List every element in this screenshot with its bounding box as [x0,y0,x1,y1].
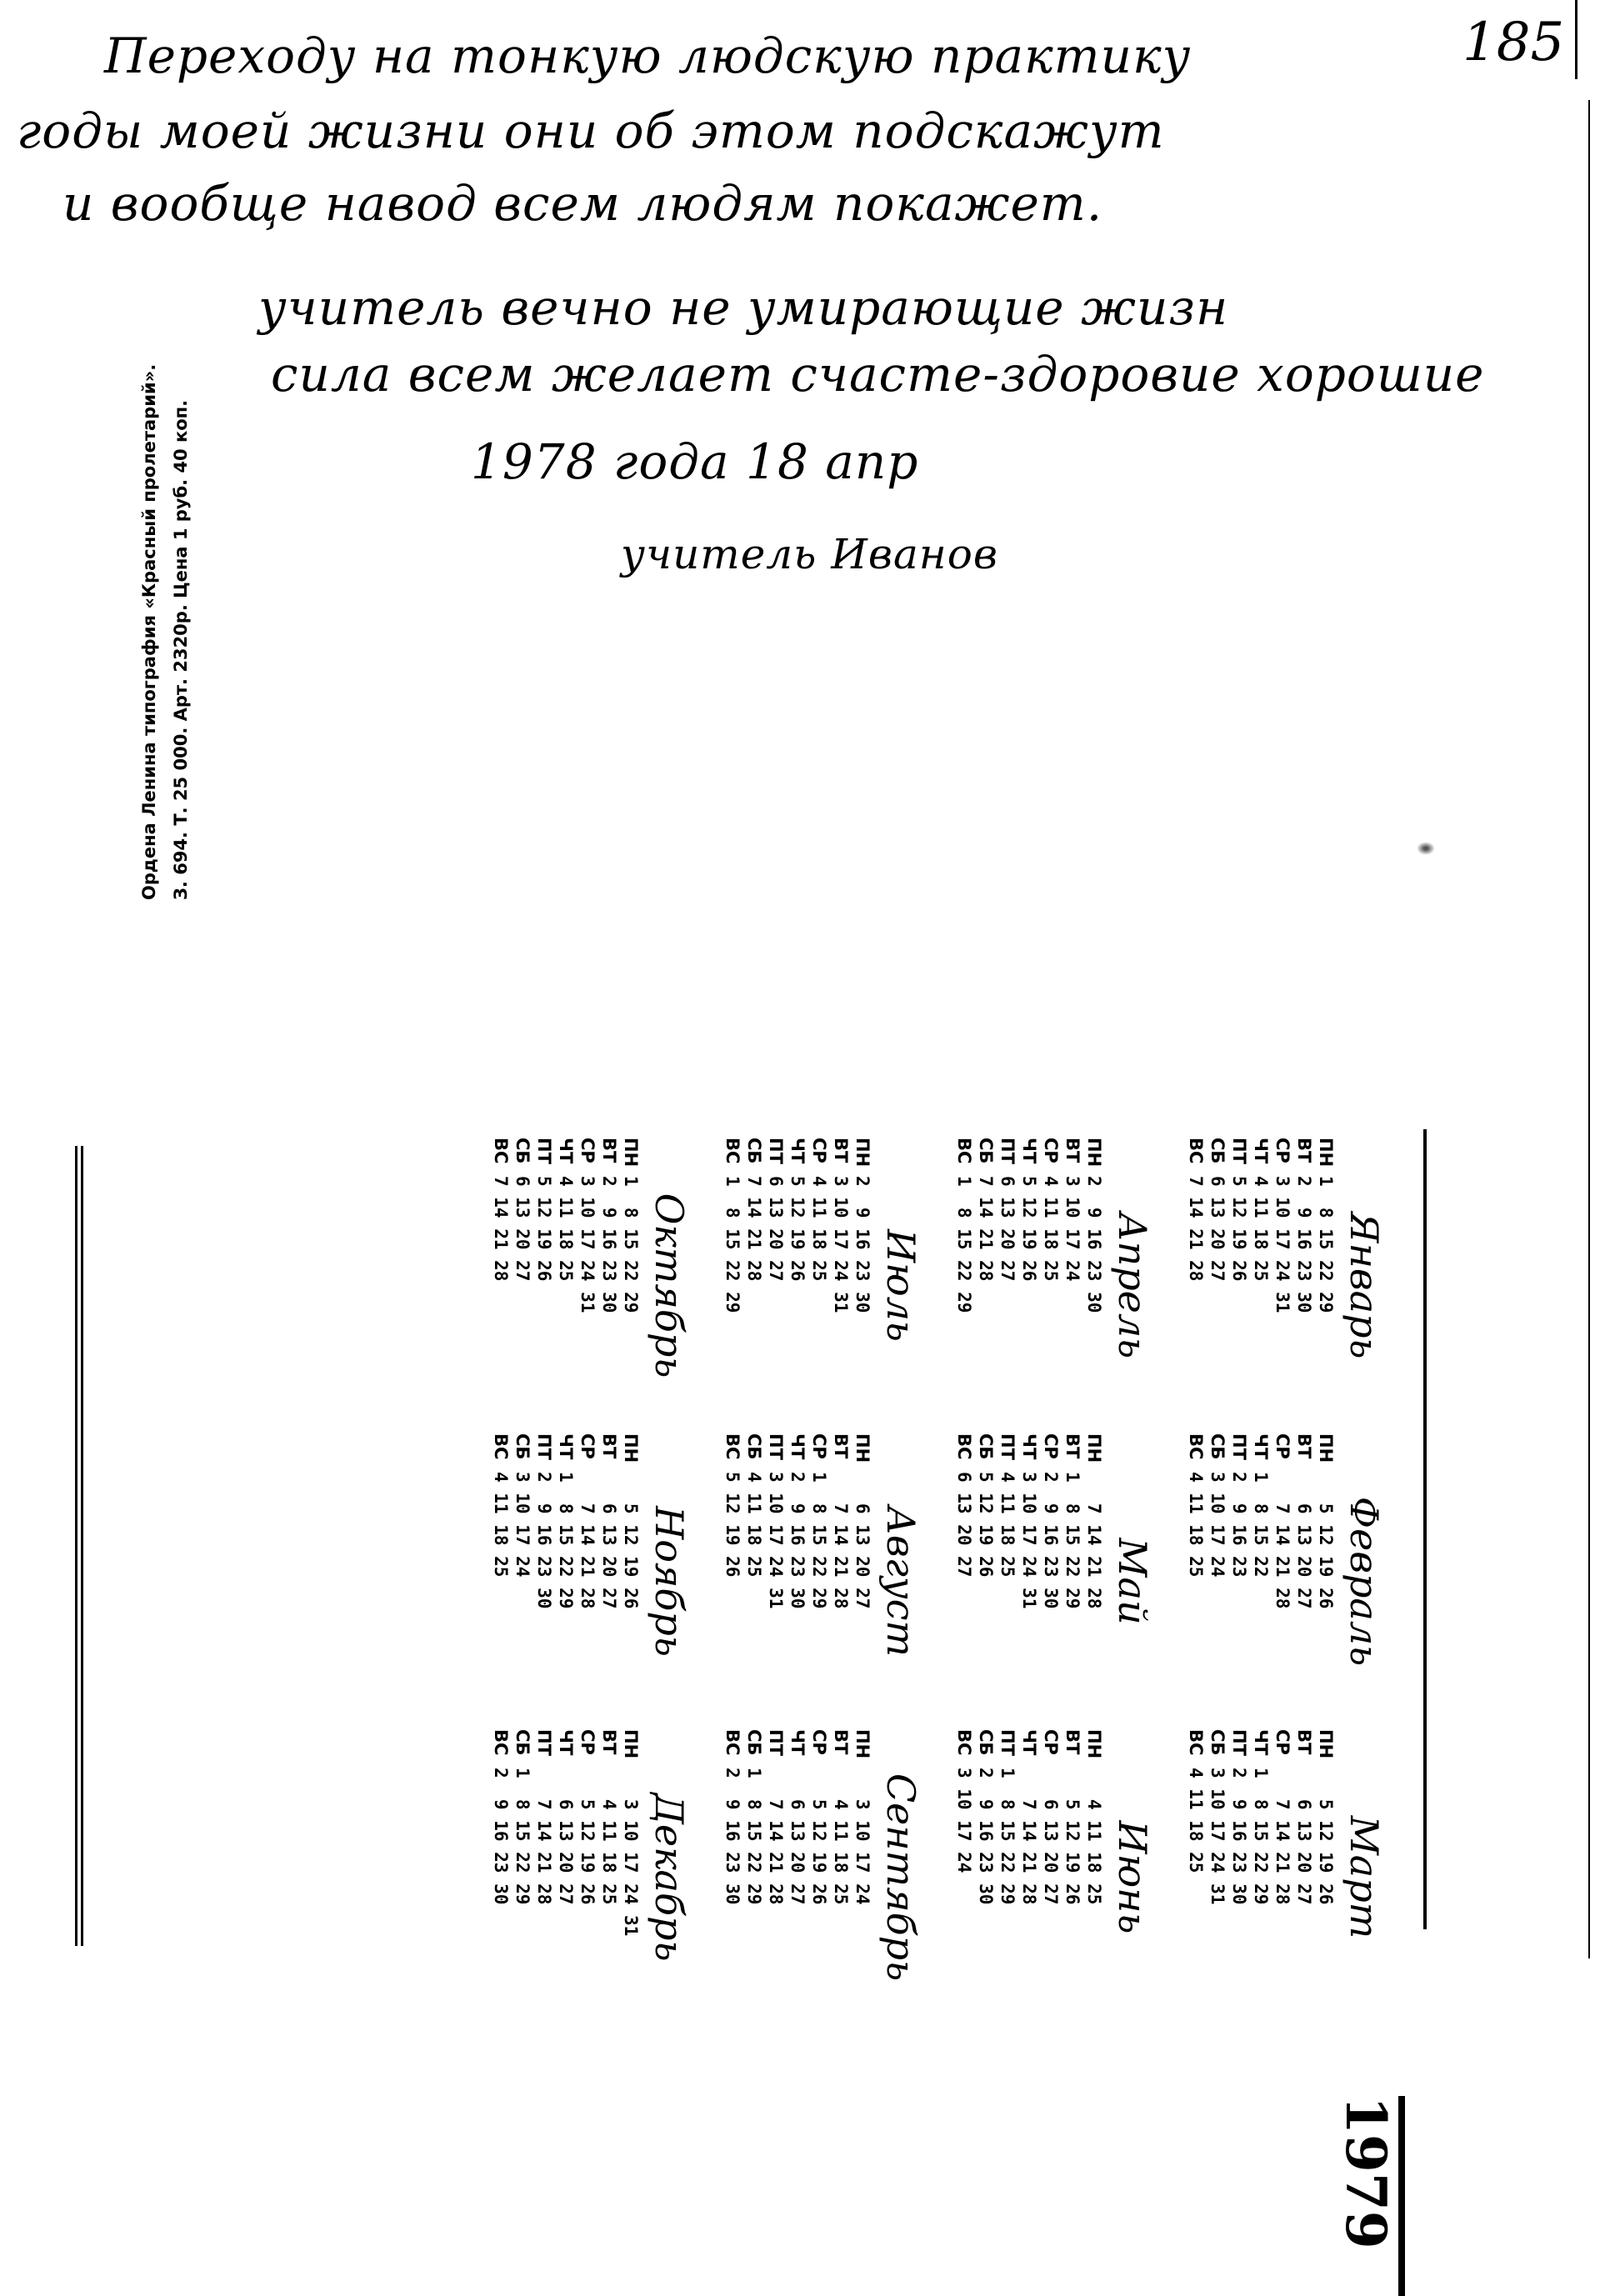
weekday-row [555,1729,577,2025]
weekday-row [1315,1433,1337,1729]
month-name: Октябрь [647,1193,692,1378]
weekday-label: ПТ [534,1138,554,1164]
weekday-label: СБ [744,1433,764,1460]
day-numbers: 5 12 19 26 [534,1176,554,1282]
day-numbers: 3 10 17 24 31 [766,1472,786,1609]
weekday-label: СБ [976,1729,996,1756]
day-numbers: 4 11 18 25 [998,1472,1018,1578]
weekday-label: СБ [1208,1138,1228,1164]
day-numbers: 7 14 21 28 [491,1176,511,1282]
weekday-label: ПТ [766,1729,786,1756]
weekday-label: ВС [1186,1138,1206,1164]
weekday-label: СР [578,1433,598,1459]
weekday-label: ПН [621,1433,641,1463]
calendar-month [953,1138,1160,1433]
weekday-label: ВТ [599,1433,619,1459]
weekday-row [975,1433,997,1729]
day-numbers: 3 10 17 24 31 [578,1176,598,1313]
handwritten-line-2: годы моей жизни они об этом подскажут [17,103,1165,159]
weekday-row [620,1729,642,2025]
weekday-label: ЧТ [1019,1729,1039,1756]
day-numbers: 5 12 19 26 [578,1768,598,1905]
calendar-month [722,1138,928,1433]
weekday-label: СР [1272,1433,1292,1459]
weekday-row [490,1729,512,2025]
day-numbers: 7 14 21 28 [578,1472,598,1609]
weekday-row [533,1729,555,2025]
weekday-label: ВТ [599,1729,619,1755]
weekday-row [1228,1433,1250,1729]
month-name: Декабрь [647,1793,692,1962]
weekday-label: ВТ [831,1729,851,1755]
weekday-label: ПТ [1229,1729,1249,1756]
weekday-row [722,1433,743,1729]
weekday-row [1018,1433,1040,1729]
day-numbers: 4 11 18 25 [1251,1176,1271,1282]
day-numbers: 3 10 17 24 31 [1272,1176,1292,1313]
weekday-row [830,1138,852,1433]
weekday-label: СР [1272,1729,1292,1755]
calendar-grid [490,1138,1392,2025]
weekday-row [620,1138,642,1433]
calendar [200,1138,1408,2249]
day-numbers: 5 12 19 26 [1229,1176,1249,1282]
day-numbers: 1 8 15 22 29 [998,1768,1018,1905]
weekday-row [1062,1729,1083,2025]
weekday-row [490,1433,512,1729]
weekday-row [1185,1433,1207,1729]
day-numbers: 2 9 16 23 30 [1294,1176,1314,1313]
day-numbers: 2 9 16 23 30 [852,1176,872,1313]
weekday-label: ПН [1316,1433,1336,1463]
handwritten-line-4: учитель вечно не умирающие жизн [258,279,1229,336]
day-numbers: 1 8 15 22 29 [1316,1176,1336,1313]
month-name: Ноябрь [647,1506,692,1657]
weekday-row [577,1729,598,2025]
day-numbers: 3 10 17 24 [954,1768,974,1873]
weekday-label: ЧТ [1251,1138,1271,1164]
weekday-label: ВТ [1294,1138,1314,1163]
weekday-label: ПН [1316,1729,1336,1759]
day-numbers: 2 9 16 23 30 [722,1768,742,1905]
weekday-label: ЧТ [556,1433,576,1460]
weekday-row [490,1138,512,1433]
day-numbers: 7 14 21 28 [1272,1768,1292,1905]
weekday-row [743,1138,765,1433]
weekday-label: ПН [621,1138,641,1168]
weekday-row [1040,1433,1062,1729]
day-numbers: 4 11 18 25 [1186,1472,1206,1578]
weekday-label: ВТ [1294,1729,1314,1755]
calendar-month [1185,1729,1392,2025]
weekday-label: ПН [852,1433,872,1463]
day-numbers: 3 10 17 24 [852,1768,872,1905]
weekday-row [1018,1729,1040,2025]
weekday-label: ПН [621,1729,641,1759]
weekday-label: ПТ [1229,1138,1249,1164]
weekday-label: СР [809,1433,829,1459]
day-numbers: 3 10 17 24 31 [621,1768,641,1937]
day-numbers: 4 11 18 25 [599,1768,619,1905]
day-numbers: 2 9 16 23 30 [788,1472,808,1609]
weekday-row [765,1138,787,1433]
weekday-row [555,1433,577,1729]
month-name: Май [1110,1538,1155,1625]
day-numbers: 5 12 19 26 [788,1176,808,1282]
weekday-row [512,1138,533,1433]
weekday-label: СБ [1208,1433,1228,1460]
day-numbers: 3 10 17 24 31 [1208,1768,1228,1905]
day-numbers: 2 9 16 23 30 [534,1472,554,1609]
calendar-month [1185,1138,1392,1433]
weekday-label: ПТ [998,1138,1018,1164]
day-numbers: 7 14 21 28 [1186,1176,1206,1282]
weekday-row [1250,1433,1272,1729]
day-numbers: 7 14 21 28 [1272,1472,1292,1609]
weekday-row [787,1138,808,1433]
day-numbers: 6 13 20 27 [766,1176,786,1282]
weekday-row [620,1433,642,1729]
day-numbers: 2 9 16 23 30 [599,1176,619,1313]
weekday-row [1293,1138,1315,1433]
weekday-label: СБ [1208,1729,1228,1756]
day-numbers: 6 13 20 27 [599,1472,619,1609]
weekday-row [555,1138,577,1433]
imprint-line-2: З. 694. Т. 25 000. Арт. 2320р. Цена 1 руб. 40 коп. [171,399,191,900]
day-numbers: 3 10 17 24 [1062,1176,1082,1282]
day-numbers: 1 8 15 22 29 [1251,1768,1271,1905]
day-numbers: 6 13 20 27 [556,1768,576,1905]
calendar-month [722,1729,928,2025]
day-numbers: 5 12 19 26 [722,1472,742,1578]
day-numbers: 5 12 19 26 [1062,1768,1082,1905]
weekday-label: ЧТ [1251,1729,1271,1756]
day-numbers: 7 14 21 28 [976,1176,996,1282]
page-margin-line [1588,100,1590,1958]
weekday-label: ВС [954,1729,974,1756]
weekday-row [975,1729,997,2025]
weekday-label: ЧТ [1019,1138,1039,1164]
weekday-label: ВТ [831,1433,851,1459]
weekday-row [1083,1138,1105,1433]
weekday-label: СР [809,1138,829,1163]
weekday-label: ВТ [1062,1433,1082,1459]
weekday-row [743,1433,765,1729]
weekday-label: ВТ [1294,1433,1314,1459]
calendar-year: 1979 [1333,2096,1398,2249]
day-numbers: 3 10 17 24 [512,1472,532,1578]
weekday-row [1207,1433,1228,1729]
weekday-row [1083,1729,1105,2025]
weekday-label: ПТ [998,1729,1018,1756]
day-numbers: 6 13 20 27 [1208,1176,1228,1282]
weekday-label: ЧТ [1251,1433,1271,1460]
calendar-year-bar [1398,2096,1405,2296]
day-numbers: 1 8 15 22 29 [621,1176,641,1313]
day-numbers: 6 13 20 27 [788,1768,808,1905]
day-numbers: 1 8 15 22 29 [556,1472,576,1609]
weekday-label: СР [1041,1729,1061,1755]
weekday-row [830,1729,852,2025]
weekday-label: СБ [744,1729,764,1756]
weekday-row [1272,1138,1293,1433]
day-numbers: 4 11 18 25 [744,1472,764,1578]
weekday-row [975,1138,997,1433]
weekday-label: СР [1272,1138,1292,1163]
weekday-row [512,1433,533,1729]
weekday-label: СР [578,1138,598,1163]
day-numbers: 4 11 18 25 [1041,1176,1061,1282]
weekday-label: ВС [491,1433,511,1460]
weekday-row [852,1138,873,1433]
calendar-month [953,1729,1160,2025]
day-numbers: 7 14 21 28 [1084,1472,1104,1609]
weekday-label: ЧТ [556,1729,576,1756]
corner-mark [1575,0,1578,79]
day-numbers: 5 12 19 26 [976,1472,996,1578]
weekday-label: ВС [954,1433,974,1460]
weekday-label: ПТ [998,1433,1018,1460]
day-numbers: 3 10 17 24 31 [1019,1472,1039,1609]
printer-imprint [133,292,208,900]
weekday-row [1250,1138,1272,1433]
weekday-row [787,1729,808,2025]
weekday-row [1315,1729,1337,2025]
weekday-row [722,1729,743,2025]
weekday-label: ПТ [534,1729,554,1756]
weekday-label: ВС [722,1138,742,1164]
weekday-label: ПТ [766,1433,786,1460]
month-name: Март [1342,1815,1387,1939]
day-numbers: 7 14 21 28 [766,1768,786,1905]
weekday-row [852,1433,873,1729]
weekday-row [765,1729,787,2025]
day-numbers: 5 12 19 26 [1316,1472,1336,1609]
weekday-label: СБ [976,1433,996,1460]
day-numbers: 2 9 16 23 30 [1084,1176,1104,1313]
weekday-row [1207,1138,1228,1433]
day-numbers: 4 11 18 25 [491,1472,511,1578]
day-numbers: 5 12 19 26 [1019,1176,1039,1282]
weekday-label: ПН [1084,1138,1104,1168]
weekday-row [953,1138,975,1433]
ink-smudge [1417,842,1435,855]
weekday-label: ПН [1316,1138,1336,1168]
weekday-row [1083,1433,1105,1729]
weekday-row [1228,1729,1250,2025]
day-numbers: 6 13 20 27 [512,1176,532,1282]
weekday-label: ПТ [534,1433,554,1460]
day-numbers: 1 8 15 22 [1251,1472,1271,1578]
month-name: Февраль [1342,1496,1387,1667]
month-name: Сентябрь [878,1773,923,1982]
weekday-row [1185,1729,1207,2025]
weekday-label: СБ [512,1138,532,1164]
calendar-month [953,1433,1160,1729]
weekday-label: ВС [954,1138,974,1164]
weekday-row [787,1433,808,1729]
weekday-label: ЧТ [1019,1433,1039,1460]
weekday-label: СБ [744,1138,764,1164]
weekday-label: ВТ [599,1138,619,1163]
weekday-row [1293,1729,1315,2025]
day-numbers: 6 13 20 27 [1041,1768,1061,1905]
weekday-label: ВС [491,1729,511,1756]
weekday-label: ВС [1186,1729,1206,1756]
weekday-label: ЧТ [788,1433,808,1460]
weekday-label: СБ [512,1729,532,1756]
weekday-label: ПТ [1229,1433,1249,1460]
calendar-right-rule [1423,1129,1427,1929]
weekday-label: ПТ [766,1138,786,1164]
weekday-row [722,1138,743,1433]
day-numbers: 1 8 15 22 29 [954,1176,974,1313]
weekday-label: ВТ [1062,1138,1082,1163]
weekday-row [808,1138,830,1433]
handwritten-line-5: сила всем желает счасте-здоровие хорошие [271,346,1485,403]
weekday-row [598,1138,620,1433]
weekday-row [997,1138,1018,1433]
imprint-line-1: Ордена Ленина типография «Красный пролетарий». [139,363,159,900]
weekday-row [953,1433,975,1729]
day-numbers: 3 10 17 24 31 [831,1176,851,1313]
day-numbers: 5 12 19 26 [621,1472,641,1609]
weekday-row [830,1433,852,1729]
month-name: Апрель [1110,1212,1155,1359]
weekday-label: ПН [1084,1729,1104,1759]
calendar-month [490,1729,697,2025]
weekday-row [997,1729,1018,2025]
weekday-row [1018,1138,1040,1433]
day-numbers: 5 12 19 26 [809,1768,829,1905]
weekday-row [512,1729,533,2025]
day-numbers: 4 11 18 25 [1084,1768,1104,1905]
weekday-row [1185,1138,1207,1433]
month-name: Июль [878,1229,923,1342]
calendar-left-rule [75,1146,83,1946]
day-numbers: 1 8 15 22 29 [512,1768,532,1905]
weekday-label: СБ [976,1138,996,1164]
weekday-label: ВТ [1062,1729,1082,1755]
day-numbers: 4 11 18 25 [1186,1768,1206,1873]
calendar-month [490,1138,697,1433]
day-numbers: 2 9 16 23 30 [1041,1472,1061,1609]
day-numbers: 4 11 18 25 [831,1768,851,1905]
weekday-row [577,1433,598,1729]
day-numbers: 2 9 16 23 30 [1229,1768,1249,1905]
day-numbers: 7 14 21 28 [1019,1768,1039,1905]
calendar-month [490,1433,697,1729]
weekday-label: ПН [1084,1433,1104,1463]
weekday-row [852,1729,873,2025]
weekday-row [1272,1729,1293,2025]
day-numbers: 1 8 15 22 29 [1062,1472,1082,1609]
weekday-row [533,1138,555,1433]
day-numbers: 4 11 18 25 [556,1176,576,1282]
weekday-label: ВТ [831,1138,851,1163]
weekday-row [953,1729,975,2025]
weekday-row [1272,1433,1293,1729]
weekday-row [1293,1433,1315,1729]
day-numbers: 5 12 19 26 [1316,1768,1336,1905]
weekday-label: ЧТ [556,1138,576,1164]
weekday-label: ПН [852,1729,872,1759]
weekday-label: СР [1041,1433,1061,1459]
weekday-row [997,1433,1018,1729]
month-name: Июнь [1110,1820,1155,1934]
weekday-row [533,1433,555,1729]
day-numbers: 1 8 15 22 29 [744,1768,764,1905]
month-name: Январь [1342,1212,1387,1359]
handwritten-line-1: Переходу на тонкую людскую практику [104,28,1192,84]
weekday-label: СР [578,1729,598,1755]
day-numbers: 6 13 20 27 [954,1472,974,1578]
weekday-row [808,1729,830,2025]
weekday-row [1040,1729,1062,2025]
weekday-label: ВС [722,1433,742,1460]
weekday-label: ВС [491,1138,511,1164]
handwritten-signature: учитель Иванов [621,530,998,578]
day-numbers: 6 13 20 27 [998,1176,1018,1282]
handwritten-date: 1978 года 18 апр [471,433,919,490]
calendar-month [1185,1433,1392,1729]
weekday-row [1062,1138,1083,1433]
day-numbers: 7 14 21 28 [534,1768,554,1905]
weekday-row [1207,1729,1228,2025]
day-numbers: 6 13 20 27 [1294,1768,1314,1905]
weekday-label: ПН [852,1138,872,1168]
day-numbers: 6 13 20 27 [1294,1472,1314,1609]
weekday-label: СР [1041,1138,1061,1163]
weekday-row [598,1729,620,2025]
weekday-row [577,1138,598,1433]
weekday-label: СР [809,1729,829,1755]
day-numbers: 4 11 18 25 [809,1176,829,1282]
day-numbers: 1 8 15 22 29 [722,1176,742,1313]
handwritten-line-3: и вообще навод всем людям покажет. [62,175,1103,232]
calendar-month [722,1433,928,1729]
weekday-row [1040,1138,1062,1433]
day-numbers: 2 9 16 23 30 [491,1768,511,1905]
weekday-label: ВС [722,1729,742,1756]
month-name: Август [878,1506,923,1657]
weekday-row [1228,1138,1250,1433]
weekday-row [808,1433,830,1729]
weekday-row [1315,1138,1337,1433]
weekday-row [743,1729,765,2025]
weekday-label: ЧТ [788,1729,808,1756]
day-numbers: 7 14 21 28 [831,1472,851,1609]
weekday-label: ВС [1186,1433,1206,1460]
day-numbers: 2 9 16 23 [1229,1472,1249,1578]
day-numbers: 2 9 16 23 30 [976,1768,996,1905]
day-numbers: 1 8 15 22 29 [809,1472,829,1609]
weekday-row [1062,1433,1083,1729]
weekday-row [1250,1729,1272,2025]
day-numbers: 6 13 20 27 [852,1472,872,1609]
weekday-label: ЧТ [788,1138,808,1164]
weekday-row [765,1433,787,1729]
day-numbers: 3 10 17 24 [1208,1472,1228,1578]
weekday-label: СБ [512,1433,532,1460]
day-numbers: 7 14 21 28 [744,1176,764,1282]
weekday-row [598,1433,620,1729]
page-number: 185 [1462,12,1565,73]
